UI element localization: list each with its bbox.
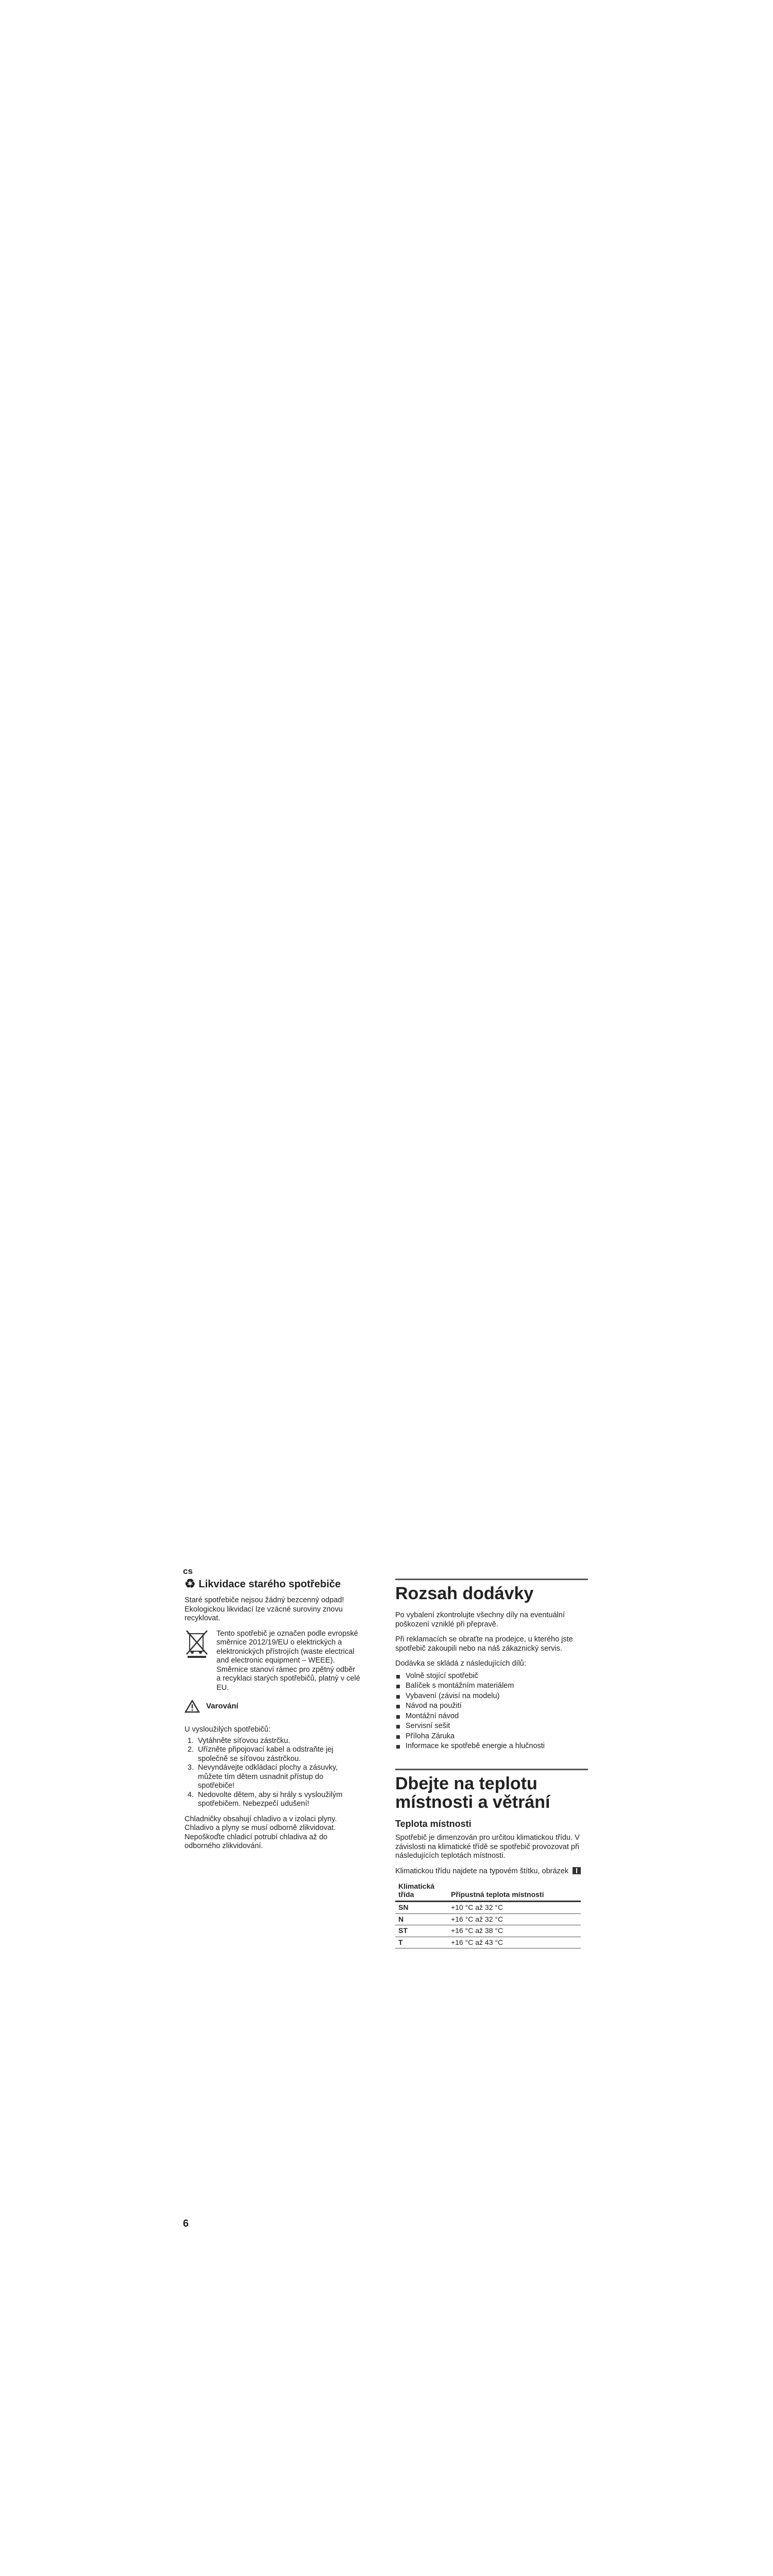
page-number: 6 [183,2218,189,2229]
list-item: Balíček s montážním materiálem [395,1682,588,1691]
table-cell: +16 °C až 32 °C [448,1913,581,1925]
temperature-p2 [395,1867,588,1876]
table-row [395,1937,581,1948]
temperature-p1: Spotřebič je dimenzován pro určitou klimatickou třídu. V závislosti na klimatické třídě se spotřebič provozovat při následujících teplotách místnosti. [395,1834,580,1860]
table-header: Přípustná teplota místnosti [448,1880,581,1902]
list-item: Montážní návod [395,1712,588,1721]
table-cell: N [395,1913,448,1925]
book-icon [573,1867,581,1874]
scope-p2: Při reklamacích se obraťte na prodejce, u kterého jste spotřebič zakoupili nebo na náš zákaznický servis. [395,1635,573,1653]
list-item: 4. Nedovolte dětem, aby si hrály s vysloužilým spotřebičem. Nebezpečí udušení! [196,1791,361,1809]
warning-triangle-icon [184,1700,200,1713]
disposal-heading [184,1579,361,1590]
disposal-steps [184,1737,361,1809]
list-item: Volně stojící spotřebič [395,1672,588,1681]
table-cell: T [395,1937,448,1948]
section-rule [395,1769,588,1770]
weee-bin-icon [184,1630,209,1658]
list-item: Informace ke spotřebě energie a hlučnosti [395,1742,588,1751]
list-item: Vybavení (závisí na modelu) [395,1692,588,1701]
warning-block [184,1700,361,1713]
list-item: Příloha Záruka [395,1732,588,1741]
table-row [395,1913,581,1925]
disposal-steps-intro: U vysloužilých spotřebičů: [184,1725,271,1734]
left-column [184,1579,361,1857]
scope-p1: Po vybalení zkontrolujte všechny díly na eventuální poškození vzniklé při přepravě. [395,1611,565,1629]
table-header: Klimatická třída [395,1880,448,1902]
scope-items [395,1672,588,1751]
climate-class-table [395,1880,581,1948]
table-cell: ST [395,1925,448,1937]
table-cell: +16 °C až 43 °C [448,1937,581,1948]
scope-p3: Dodávka se skládá z následujících dílů: [395,1659,526,1668]
section-rule [395,1579,588,1580]
table-cell: +16 °C až 38 °C [448,1925,581,1937]
recycle-icon: ♻ [184,1577,196,1591]
disposal-intro: Staré spotřebiče nejsou žádný bezcenný odpad! Ekologickou likvidací lze vzácné suroviny znovu recyklovat. [184,1596,344,1622]
table-row [395,1902,581,1914]
scope-title: Rozsah dodávky [395,1584,534,1603]
table-row [395,1925,581,1937]
list-item: Servisní sešit [395,1722,588,1731]
weee-text: Tento spotřebič je označen podle evropské směrnice 2012/19/EU o elektrických a elektronických přístrojích (waste electrical and electronic equipment – WEEE). Směrnice stanoví rámec pro zpětný odběr a recyklaci starých spotřebičů, platný v celé EU. [216,1629,360,1692]
refrigerant-note: Chladničky obsahují chladivo a v izolaci plyny. Chladivo a plyny se musí odborně zlikvidovat. Nepoškoďte chladicí potrubí chladiva až do odborného zlikvidování. [184,1815,337,1850]
temperature-title: Dbejte na teplotu místnosti a větrání [395,1773,550,1812]
temperature-p2-text: Klimatickou třídu najdete na typovém štítku, obrázek [395,1867,569,1875]
list-item: 1. Vytáhněte síťovou zástrčku. [196,1737,361,1746]
temperature-subtitle: Teplota místnosti [395,1818,472,1829]
right-column [395,1579,588,1948]
list-item: 2. Uřízněte připojovací kabel a odstraňte jej společně se síťovou zástrčkou. [196,1745,361,1764]
list-item: Návod na použití [395,1702,588,1711]
language-tag: cs [183,1566,193,1576]
weee-notice [184,1630,361,1693]
warning-label: Varování [206,1702,239,1711]
table-cell: +10 °C až 32 °C [448,1902,581,1914]
table-cell: SN [395,1902,448,1914]
list-item: 3. Nevyndávejte odkládací plochy a zásuvky, můžete tím dětem usnadnit přístup do spotřebiče! [196,1764,361,1791]
disposal-title: Likvidace starého spotřebiče [198,1579,341,1590]
